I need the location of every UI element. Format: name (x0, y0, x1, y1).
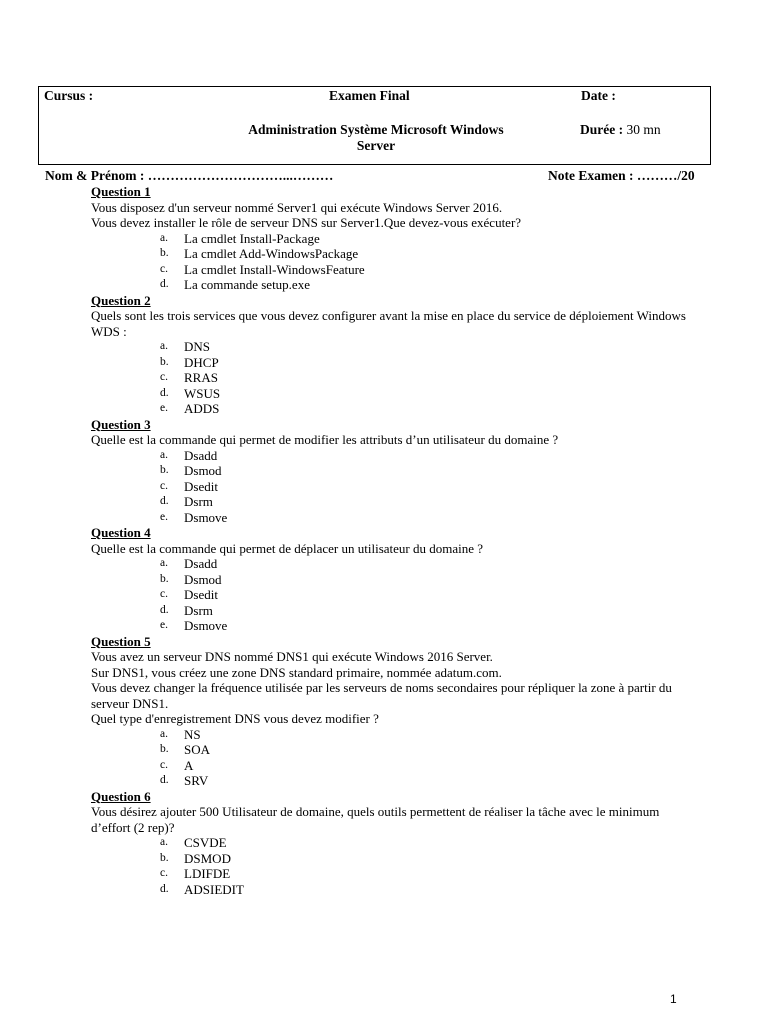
answer-option (91, 727, 691, 743)
question-1 (91, 184, 691, 293)
option-letter: a. (160, 836, 168, 848)
option-letter: d. (160, 495, 169, 507)
option-text: DSMOD (184, 850, 231, 866)
answer-option (91, 370, 691, 386)
note-examen-field: Note Examen : ………/20 (548, 168, 695, 183)
answer-option (91, 262, 691, 278)
answer-option (91, 494, 691, 510)
option-text: La cmdlet Install-WindowsFeature (184, 261, 365, 277)
option-letter: d. (160, 882, 169, 895)
answer-option (91, 758, 691, 774)
question-text: Quel type d'enregistrement DNS vous devez modifier ? (91, 711, 379, 726)
answer-option (91, 401, 691, 417)
question-text: Sur DNS1, vous créez une zone DNS standard primaire, nommée adatum.com. (91, 664, 502, 680)
duration (580, 122, 661, 138)
option-letter: d. (160, 386, 169, 399)
questions-list (91, 184, 691, 897)
option-text: WSUS (184, 385, 221, 401)
option-text: RRAS (184, 370, 218, 385)
option-text: Dsrm (184, 602, 213, 618)
question-3 (91, 417, 691, 526)
option-letter: b. (160, 247, 169, 259)
answer-option (91, 448, 691, 464)
option-text: Dsrm (184, 494, 213, 509)
option-text: DNS (184, 339, 211, 354)
answer-option (91, 851, 691, 867)
option-letter: b. (160, 743, 169, 755)
option-text: ADDS (184, 401, 220, 416)
question-5 (91, 634, 691, 789)
option-text: ADSIEDIT (184, 881, 244, 897)
exam-title: Examen Final (329, 88, 410, 103)
option-letter: b. (160, 851, 169, 864)
answer-option (91, 510, 691, 526)
question-2 (91, 293, 691, 417)
option-text: Dsedit (184, 587, 218, 602)
option-text: Dsadd (184, 556, 218, 571)
option-letter: b. (160, 572, 169, 585)
option-letter: a. (160, 448, 168, 461)
question-text: Quels sont les trois services que vous devez configurer avant la mise en place du service de déploiement Windows WDS : (91, 308, 686, 339)
answer-option (91, 386, 691, 402)
option-letter: d. (160, 603, 169, 616)
question-title: Question 6 (91, 788, 151, 804)
option-letter: c. (160, 867, 168, 879)
question-title: Question 2 (91, 292, 151, 308)
option-text: Dsmod (184, 571, 222, 587)
option-letter: e. (160, 619, 168, 631)
question-title: Question 4 (91, 525, 151, 540)
question-text: Vous avez un serveur DNS nommé DNS1 qui exécute Windows 2016 Server. (91, 649, 493, 664)
option-text: CSVDE (184, 835, 227, 850)
page-number: 1 (670, 992, 677, 1006)
option-letter: c. (160, 262, 168, 275)
option-text: LDIFDE (184, 866, 231, 881)
answer-option (91, 742, 691, 758)
option-text: Dsmove (184, 618, 228, 633)
option-text: La commande setup.exe (184, 277, 310, 292)
option-letter: e. (160, 402, 168, 414)
option-letter: c. (160, 588, 168, 600)
course-title-line2: Server (356, 137, 396, 153)
option-text: Dsadd (184, 447, 218, 463)
duration-value: 30 mn (626, 122, 661, 137)
option-letter: c. (160, 479, 168, 492)
option-text: La cmdlet Add-WindowsPackage (184, 246, 359, 261)
cursus-label: Cursus : (44, 88, 94, 103)
question-text: Vous devez installer le rôle de serveur DNS sur Server1.Que devez-vous exécuter? (91, 215, 522, 230)
answer-option (91, 603, 691, 619)
option-text: La cmdlet Install-Package (184, 230, 320, 246)
option-text: DHCP (184, 354, 219, 370)
date-label: Date : (581, 88, 616, 103)
option-letter: a. (160, 231, 168, 244)
answer-option (91, 231, 691, 247)
answer-option (91, 355, 691, 371)
answer-option (91, 246, 691, 262)
question-text: Quelle est la commande qui permet de modifier les attributs d’un utilisateur du domaine ? (91, 432, 559, 447)
option-letter: b. (160, 464, 169, 476)
option-text: SRV (184, 773, 209, 788)
answer-option (91, 556, 691, 572)
course-title (228, 122, 524, 153)
question-text: Vous devez changer la fréquence utilisée par les serveurs de noms secondaires pour répliquer la zone à partir du serveur DNS1. (91, 680, 672, 711)
answer-option (91, 882, 691, 898)
question-title: Question 5 (91, 633, 151, 649)
answer-option (91, 618, 691, 634)
answer-option (91, 339, 691, 355)
question-6 (91, 789, 691, 898)
answer-option (91, 463, 691, 479)
question-title: Question 1 (91, 184, 151, 199)
question-4 (91, 525, 691, 634)
option-text: Dsmove (184, 509, 228, 525)
answer-option (91, 773, 691, 789)
question-title: Question 3 (91, 416, 151, 432)
option-letter: b. (160, 355, 169, 368)
course-title-line1: Administration Système Microsoft Windows (248, 122, 504, 137)
answer-option (91, 479, 691, 495)
question-text: Vous disposez d'un serveur nommé Server1 qui exécute Windows Server 2016. (91, 199, 503, 215)
option-letter: c. (160, 371, 168, 383)
question-text: Quelle est la commande qui permet de déplacer un utilisateur du domaine ? (91, 540, 484, 556)
answer-option (91, 587, 691, 603)
exam-header-box (38, 86, 711, 165)
duration-label: Durée : (580, 122, 624, 137)
option-letter: d. (160, 774, 169, 786)
option-text: SOA (184, 742, 211, 757)
option-text: Dsedit (184, 478, 218, 494)
nom-prenom-field: Nom & Prénom : …………………………...……… (45, 168, 334, 183)
answer-option (91, 572, 691, 588)
answer-option (91, 866, 691, 882)
option-letter: a. (160, 340, 168, 352)
option-text: Dsmod (184, 463, 222, 478)
option-letter: a. (160, 727, 168, 740)
option-letter: e. (160, 510, 168, 523)
option-letter: a. (160, 557, 168, 569)
option-text: NS (184, 726, 201, 742)
option-text: A (184, 757, 194, 773)
option-letter: c. (160, 758, 168, 771)
answer-option (91, 277, 691, 293)
question-text: Vous désirez ajouter 500 Utilisateur de domaine, quels outils permettent de réaliser la tâche avec le minimum d’effort (2 rep)? (91, 804, 660, 835)
answer-option (91, 835, 691, 851)
option-letter: d. (160, 278, 169, 290)
